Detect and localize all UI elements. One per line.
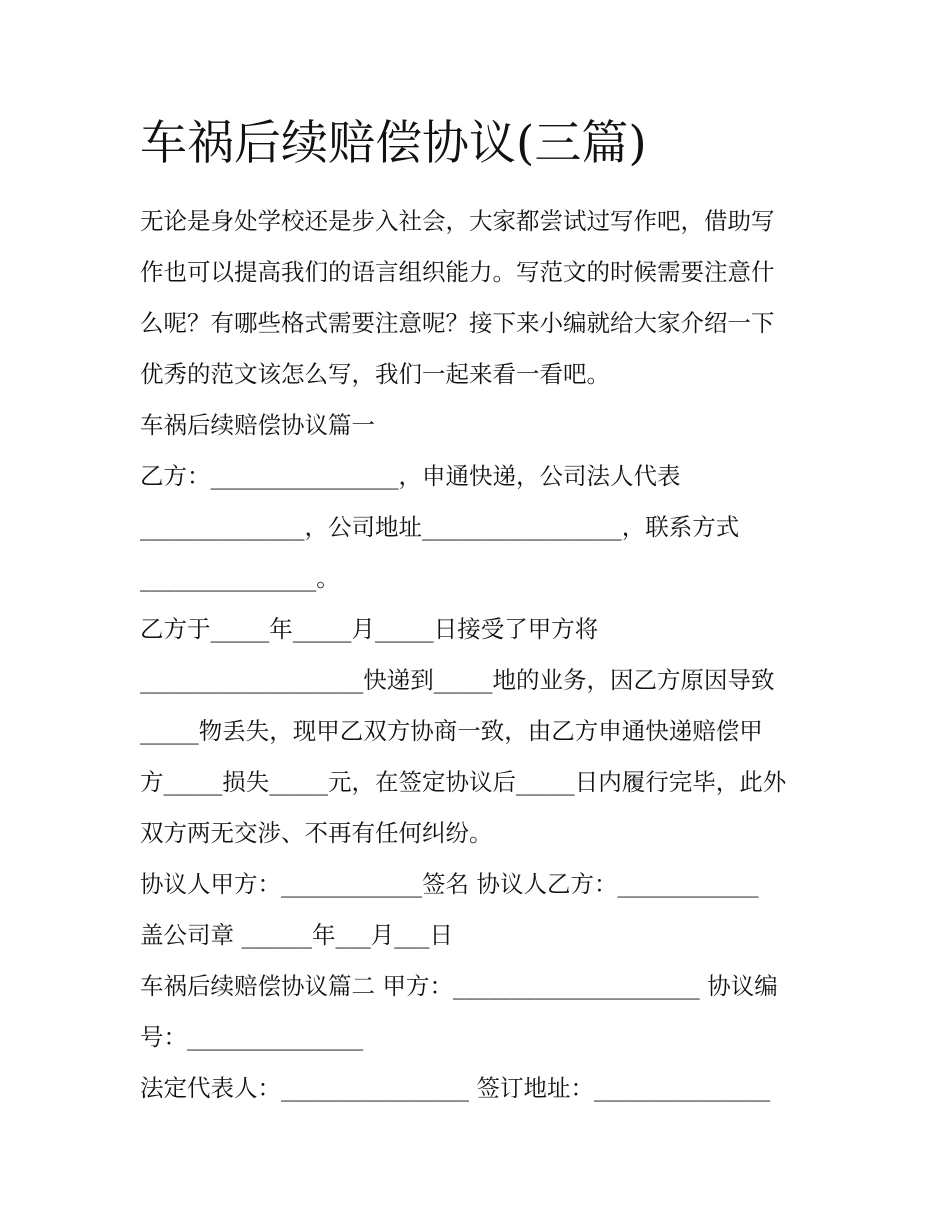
signature-line: 协议人甲方：____________签名 协议人乙方：____________	[140, 870, 759, 898]
party-b-line-3: _______________。	[140, 564, 340, 592]
legal-rep-line: 法定代表人：________________ 签订地址：_______________	[140, 1074, 771, 1102]
intro-line-1: 无论是身处学校还是步入社会，大家都尝试过写作吧，借助写	[140, 207, 775, 235]
intro-line-3: 么呢？有哪些格式需要注意呢？接下来小编就给大家介绍一下	[140, 309, 775, 337]
clause-line-3: _____物丢失，现甲乙双方协商一致，由乙方申通快递赔偿甲	[140, 717, 763, 745]
party-b-line-2: ______________，公司地址_________________，联系方式	[140, 513, 740, 541]
section-heading-2: 车祸后续赔偿协议篇二 甲方：_____________________ 协议编	[140, 972, 778, 1000]
clause-line-1: 乙方于_____年_____月_____日接受了甲方将	[140, 615, 599, 643]
clause-line-5: 双方两无交涉、不再有任何纠纷。	[140, 819, 493, 847]
section-heading-1: 车祸后续赔偿协议篇一	[140, 411, 375, 439]
document-title: 车祸后续赔偿协议(三篇)	[140, 116, 647, 171]
party-b-line-1: 乙方：________________，申通快递，公司法人代表	[140, 462, 681, 490]
agreement-number-line: 号：_______________	[140, 1023, 364, 1051]
intro-line-4: 优秀的范文该怎么写，我们一起来看一看吧。	[140, 360, 610, 388]
clause-line-2: ___________________快递到_____地的业务，因乙方原因导致	[140, 666, 775, 694]
clause-line-4: 方_____损失_____元，在签定协议后_____日内履行完毕，此外	[140, 768, 787, 796]
intro-line-2: 作也可以提高我们的语言组织能力。写范文的时候需要注意什	[140, 258, 775, 286]
seal-date-line: 盖公司章 ______年___月___日	[140, 921, 453, 949]
